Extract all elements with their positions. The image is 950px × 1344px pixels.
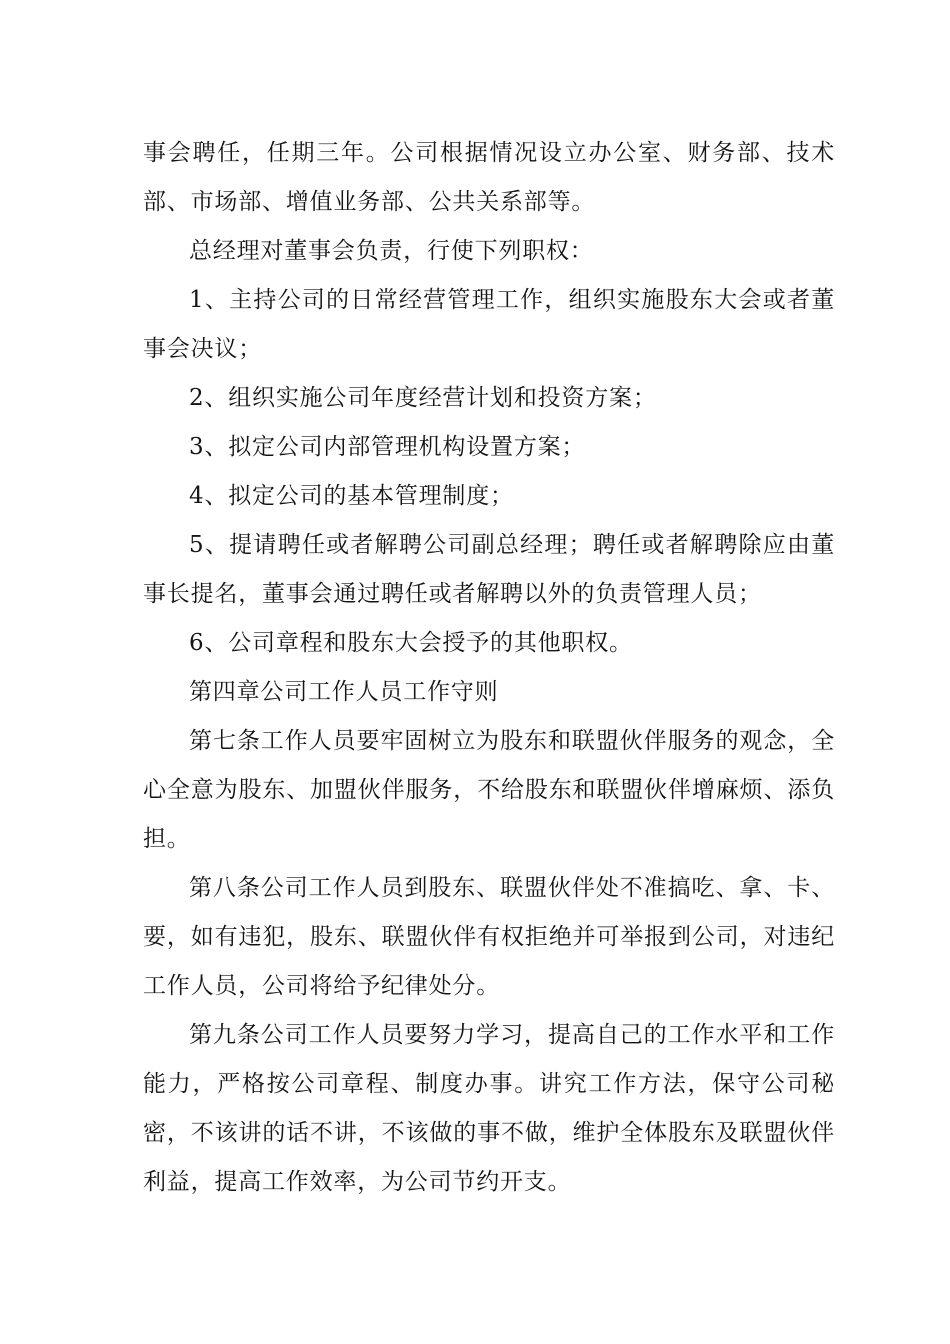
paragraph-gm-duties-intro: 总经理对董事会负责，行使下列职权： (189, 238, 594, 264)
article-8: 第八条公司工作人员到股东、联盟伙伴处不准搞吃、拿、卡、要，如有违犯，股东、联盟伙伴有权拒绝并可举报到公司，对违纪工作人员，公司将给予纪律处分。 (143, 875, 835, 999)
list-item-duty-2: 2、组织实施公司年度经营计划和投资方案； (189, 385, 657, 411)
list-item-duty-3: 3、拟定公司内部管理机构设置方案； (189, 434, 586, 460)
article-7: 第七条工作人员要牢固树立为股东和联盟伙伴服务的观念，全心全意为股东、加盟伙伴服务，不给股东和联盟伙伴增麻烦、添负担。 (143, 728, 835, 852)
article-9: 第九条公司工作人员要努力学习，提高自己的工作水平和工作能力，严格按公司章程、制度办事。讲究工作方法，保守公司秘密，不该讲的话不讲，不该做的事不做，维护全体股东及联盟伙伴利益，提高工作效率，为公司节约开支。 (143, 1022, 835, 1195)
chapter-heading: 第四章公司工作人员工作守则 (189, 679, 499, 705)
paragraph-continuation: 事会聘任，任期三年。公司根据情况设立办公室、财务部、技术部、市场部、增值业务部、公共关系部等。 (143, 140, 835, 215)
list-item-duty-4: 4、拟定公司的基本管理制度； (189, 483, 514, 509)
list-item-duty-6: 6、公司章程和股东大会授予的其他职权。 (189, 630, 633, 656)
document-body (143, 129, 835, 1207)
list-item-duty-1: 1、主持公司的日常经营管理工作，组织实施股东大会或者董事会决议； (143, 287, 835, 362)
list-item-duty-5: 5、提请聘任或者解聘公司副总经理；聘任或者解聘除应由董事长提名，董事会通过聘任或者解聘以外的负责管理人员； (143, 532, 835, 607)
